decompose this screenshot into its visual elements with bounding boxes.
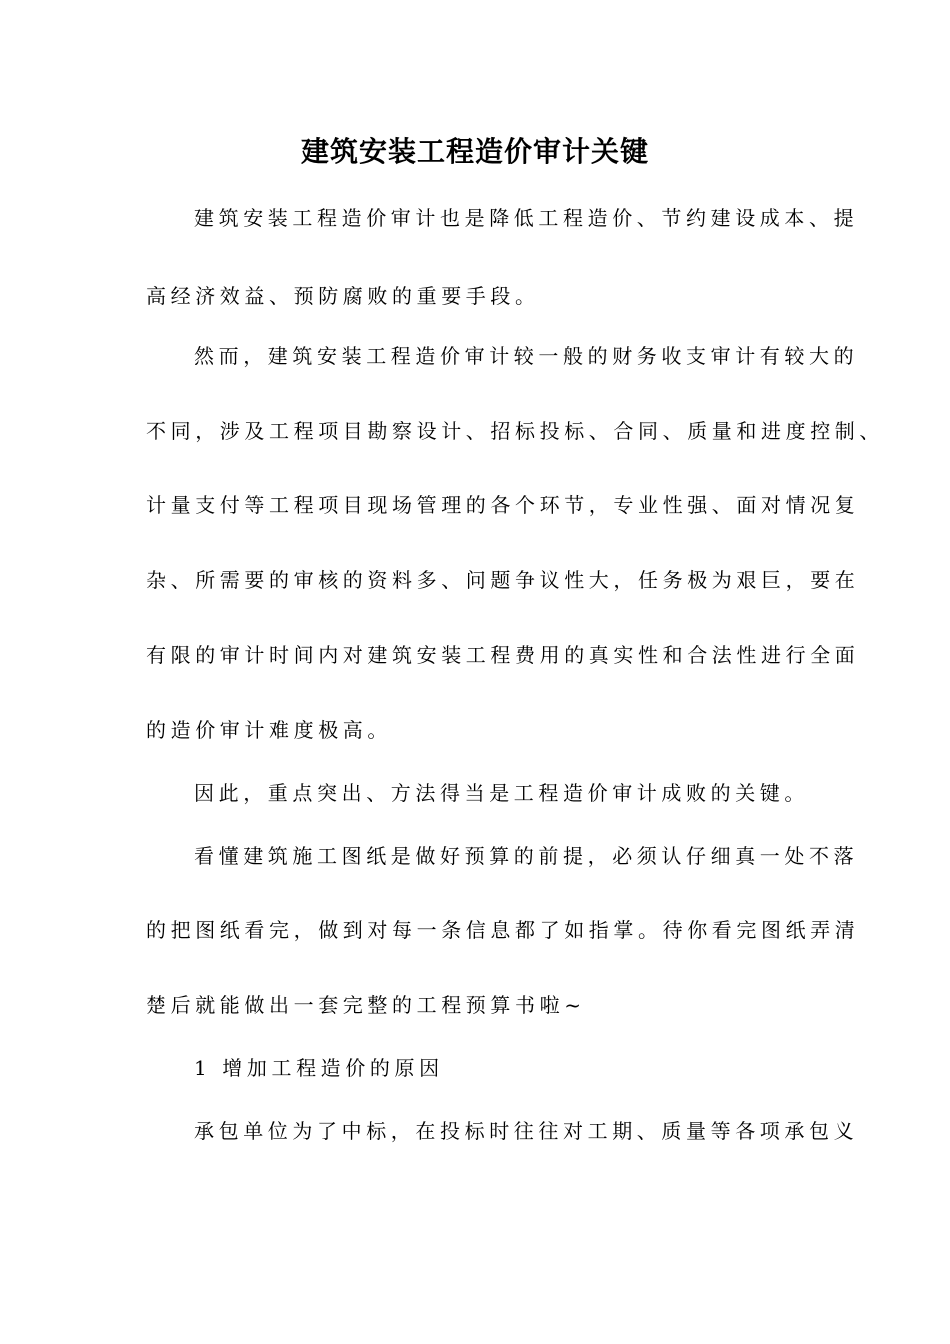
paragraph-4-line-3: 楚后就能做出一套完整的工程预算书啦~: [146, 993, 586, 1017]
paragraph-4-line-2: 的把图纸看完，做到对每一条信息都了如指掌。待你看完图纸弄清: [146, 918, 860, 942]
paragraph-3-line-1: 因此，重点突出、方法得当是工程造价审计成败的关键。: [194, 781, 809, 805]
paragraph-2-line-3: 计量支付等工程项目现场管理的各个环节，专业性强、面对情况复: [146, 493, 860, 517]
document-title: 建筑安装工程造价审计关键: [300, 135, 649, 168]
paragraph-5-line-1: 承包单位为了中标，在投标时往往对工期、质量等各项承包义: [194, 1119, 859, 1143]
paragraph-2-line-2: 不同，涉及工程项目勘察设计、招标投标、合同、质量和进度控制、: [146, 419, 884, 443]
section-heading-1: 1 增加工程造价的原因: [194, 1056, 444, 1080]
paragraph-1-line-2: 高经济效益、预防腐败的重要手段。: [146, 284, 540, 308]
paragraph-2-line-4: 杂、所需要的审核的资料多、问题争议性大，任务极为艰巨，要在: [146, 568, 860, 592]
paragraph-2-line-1: 然而，建筑安装工程造价审计较一般的财务收支审计有较大的: [194, 344, 859, 368]
paragraph-2-line-5: 有限的审计时间内对建筑安装工程费用的真实性和合法性进行全面: [146, 643, 860, 667]
paragraph-1-line-1: 建筑安装工程造价审计也是降低工程造价、节约建设成本、提: [194, 206, 859, 230]
paragraph-4-line-1: 看懂建筑施工图纸是做好预算的前提，必须认仔细真一处不落: [194, 844, 859, 868]
paragraph-2-line-6: 的造价审计难度极高。: [146, 718, 392, 742]
